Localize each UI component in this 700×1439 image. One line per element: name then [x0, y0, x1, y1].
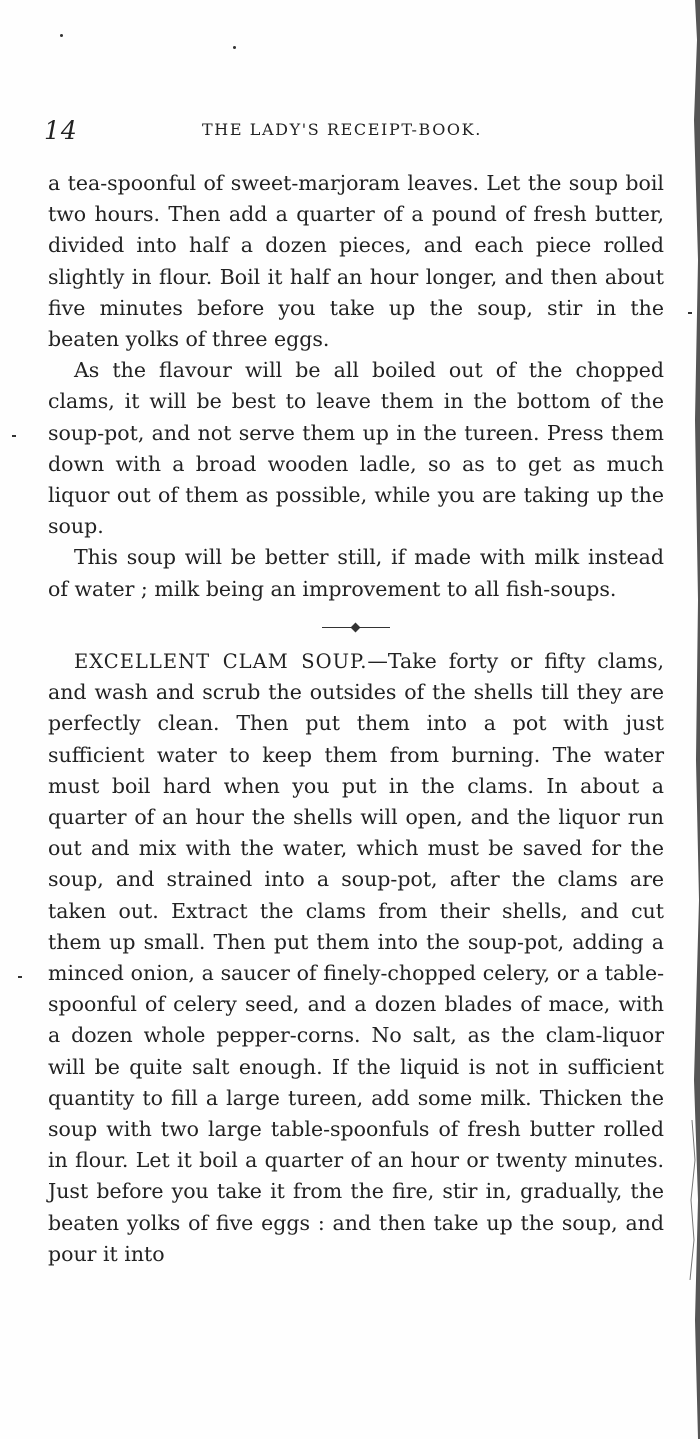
- recipe-body: —Take forty or fifty clams, and wash and scrub the outsides of the shells till they are perfectly clean. Then put them into a pot with just sufficient water to keep them from burning. The water must boil hard when you put in the clams. In about a quarter of an hour the shells will open, and the liquor run out and mix with the water, which must be saved for the soup, and strained into a soup-pot, after the clams are taken out. Extract the clams from their shells, and cut them up small. Then put them into the soup-pot, adding a minced onion, a saucer of finely-chopped celery, or a table-spoonful of celery seed, and a dozen blades of mace, with a dozen whole pepper-corns. No salt, as the clam-liquor will be quite salt enough. If the liquid is not in sufficient quantity to fill a large tureen, add some milk. Thicken the soup with two large table-spoonfuls of fresh butter rolled in flour. Let it boil a quarter of an hour or twenty minutes. Just before you take it from the fire, stir in, gradually, the beaten yolks of five eggs : and then take up the soup, and pour it into: [48, 649, 664, 1266]
- margin-mark: [18, 976, 22, 978]
- recipe-title: EXCELLENT CLAM SOUP.: [74, 650, 368, 673]
- margin-mark: [12, 435, 16, 437]
- paragraph: a tea-spoonful of sweet-marjoram leaves. Let the soup boil two hours. Then add a quarter of a pound of fresh butter, divided into half a dozen pieces, and each piece rolled slightly in flour. Boil it half an hour longer, and then about five minutes before you take up the soup, stir in the beaten yolks of three eggs.: [48, 171, 664, 352]
- divider-diamond-icon: [351, 623, 361, 633]
- paragraph: As the flavour will be all boiled out of the chopped clams, it will be best to leave them in the bottom of the soup-pot, and not serve them up in the tureen. Press them down with a broad wooden ladle, so as to get as much liquor out of them as possible, while you are taking up the soup.: [48, 358, 664, 539]
- paragraph: This soup will be better still, if made with milk instead of water ; milk being an improvement to all fish-soups.: [48, 545, 664, 601]
- running-title: THE LADY'S RECEIPT-BOOK.: [202, 120, 482, 139]
- page-edge: [686, 0, 700, 1439]
- section-divider: [322, 625, 390, 631]
- scan-speck: [60, 34, 63, 37]
- recipe-paragraph: [48, 646, 664, 1270]
- page-number: 14: [44, 116, 78, 145]
- continued-recipe-text: [48, 168, 664, 605]
- page-header: [44, 116, 664, 146]
- recipe-excellent-clam-soup: [48, 646, 664, 1270]
- scan-speck: [233, 46, 236, 49]
